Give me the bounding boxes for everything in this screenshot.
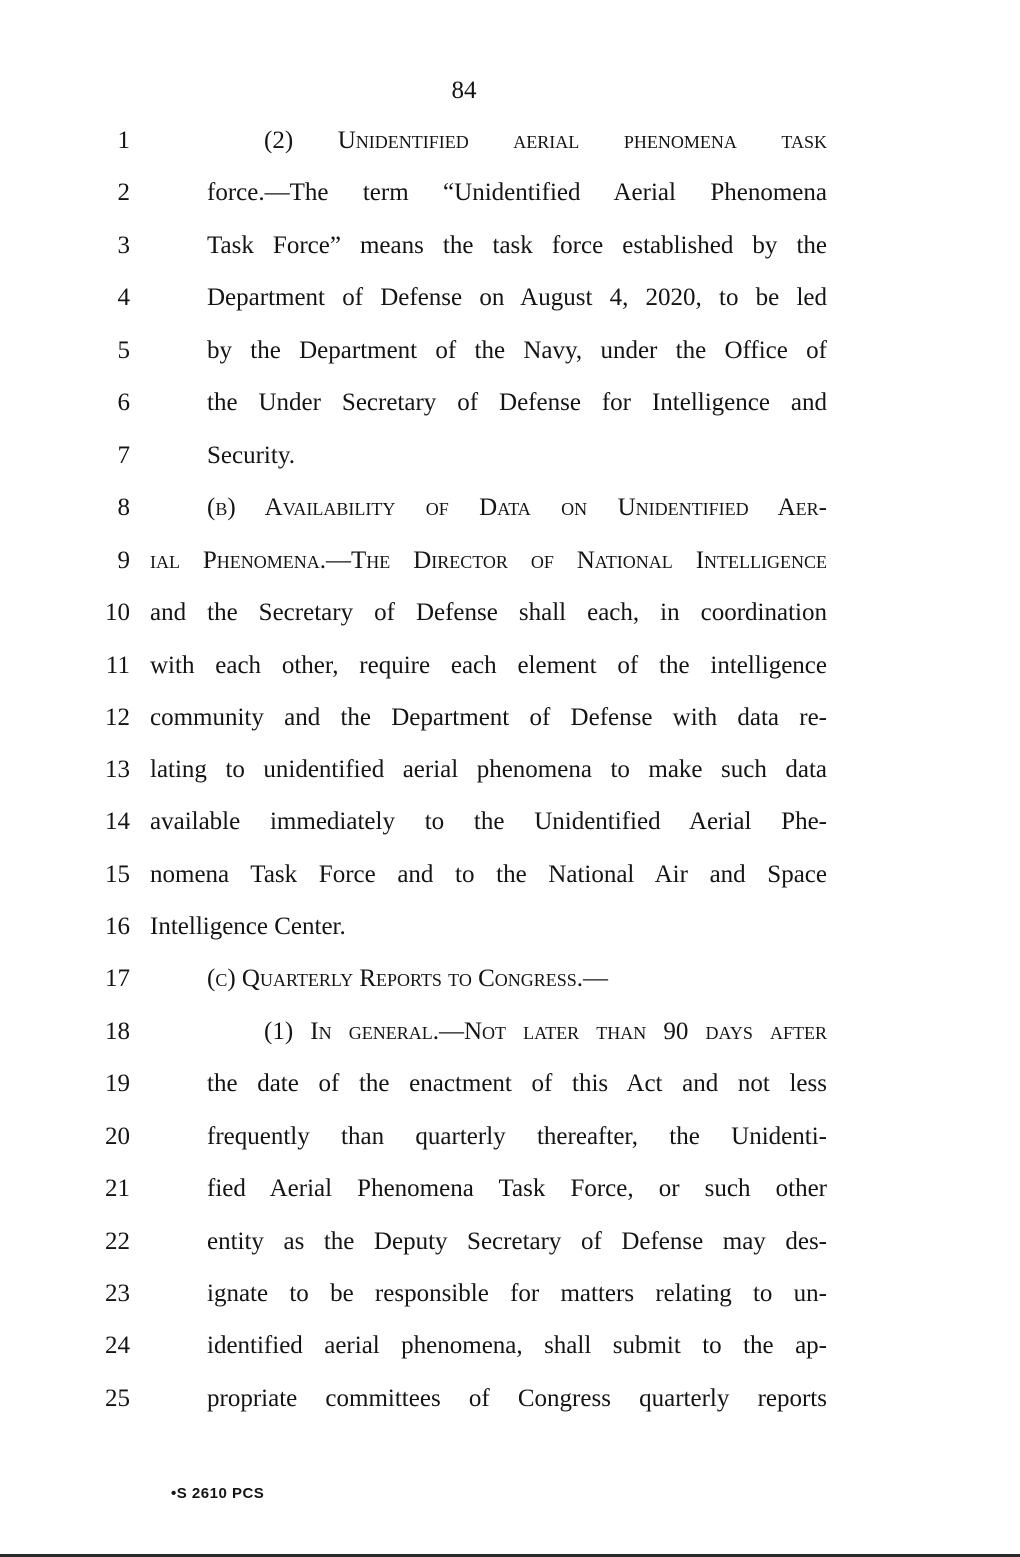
document-line: [0, 1326, 1020, 1366]
line-number: 15: [105, 861, 130, 888]
line-text: (b) Availability of Data on Unidentified Aer-: [207, 494, 827, 521]
line-text: (1) In general.—Not later than 90 days after: [264, 1018, 827, 1045]
line-text: the Under Secretary of Defense for Intelligence and: [207, 389, 827, 416]
document-line: [0, 1012, 1020, 1052]
line-number: 14: [105, 808, 130, 835]
line-number: 1: [117, 127, 130, 154]
line-number: 23: [105, 1280, 130, 1307]
document-line: [0, 278, 1020, 318]
line-number: 6: [117, 389, 130, 416]
document-line: [0, 173, 1020, 213]
line-text: (2) Unidentified aerial phenomena task: [264, 127, 827, 154]
line-number: 10: [105, 599, 130, 626]
document-line: [0, 802, 1020, 842]
line-number: 19: [105, 1070, 130, 1097]
line-number: 3: [117, 232, 130, 259]
line-number: 17: [105, 965, 130, 992]
document-line: [0, 593, 1020, 633]
line-number: 9: [117, 547, 130, 574]
line-text: identified aerial phenomena, shall submit to the ap-: [207, 1332, 827, 1359]
line-text: Security.: [207, 442, 295, 469]
line-text: Intelligence Center.: [150, 913, 346, 940]
line-number: 5: [117, 337, 130, 364]
document-line: [0, 1064, 1020, 1104]
document-line: [0, 1169, 1020, 1209]
line-text: and the Secretary of Defense shall each, in coordination: [150, 599, 827, 626]
line-text: fied Aerial Phenomena Task Force, or such other: [207, 1175, 827, 1202]
line-number: 8: [117, 494, 130, 521]
line-number: 25: [105, 1385, 130, 1412]
bill-identifier-footer: •S 2610 PCS: [171, 1485, 265, 1502]
line-number: 20: [105, 1123, 130, 1150]
line-text: frequently than quarterly thereafter, the Unidenti-: [207, 1123, 827, 1150]
document-line: [0, 121, 1020, 161]
document-line: [0, 226, 1020, 266]
line-text: Task Force” means the task force established by the: [207, 232, 827, 259]
line-number: 4: [117, 284, 130, 311]
document-line: [0, 698, 1020, 738]
line-text: force.—The term “Unidentified Aerial Phenomena: [207, 179, 827, 206]
document-line: [0, 331, 1020, 371]
line-number: 18: [105, 1018, 130, 1045]
line-number: 7: [117, 442, 130, 469]
line-text: with each other, require each element of the intelligence: [150, 652, 827, 679]
document-line: [0, 959, 1020, 999]
line-text: entity as the Deputy Secretary of Defense may des-: [207, 1228, 827, 1255]
document-line: [0, 1222, 1020, 1262]
line-text: by the Department of the Navy, under the Office of: [207, 337, 827, 364]
line-text: ignate to be responsible for matters relating to un-: [207, 1280, 827, 1307]
line-text: community and the Department of Defense with data re-: [150, 704, 827, 731]
document-line: [0, 488, 1020, 528]
document-line: [0, 646, 1020, 686]
page-number: 84: [451, 77, 477, 104]
line-number: 24: [105, 1332, 130, 1359]
line-text: nomena Task Force and to the National Air and Space: [150, 861, 827, 888]
document-line: [0, 1379, 1020, 1419]
line-text: Department of Defense on August 4, 2020, to be led: [207, 284, 827, 311]
document-line: [0, 541, 1020, 581]
document-line: [0, 1274, 1020, 1314]
line-text: lating to unidentified aerial phenomena to make such data: [150, 756, 827, 783]
heading-fragment: ial Phenomena.—The Director of National Intelligence: [150, 547, 827, 574]
document-line: [0, 855, 1020, 895]
document-line: [0, 907, 1020, 947]
line-number: 2: [117, 179, 130, 206]
line-number: 11: [105, 652, 130, 679]
document-line: [0, 383, 1020, 423]
line-number: 16: [105, 913, 130, 940]
line-text: [150, 541, 827, 581]
line-number: 13: [105, 756, 130, 783]
document-line: [0, 750, 1020, 790]
line-number: 12: [105, 704, 130, 731]
line-text: available immediately to the Unidentified Aerial Phe-: [150, 808, 827, 835]
line-text: (c) Quarterly Reports to Congress.—: [207, 965, 609, 992]
line-text: the date of the enactment of this Act and not less: [207, 1070, 827, 1097]
document-line: [0, 1117, 1020, 1157]
line-number: 22: [105, 1228, 130, 1255]
line-number: 21: [105, 1175, 130, 1202]
document-line: [0, 436, 1020, 476]
line-text: propriate committees of Congress quarterly reports: [207, 1385, 827, 1412]
